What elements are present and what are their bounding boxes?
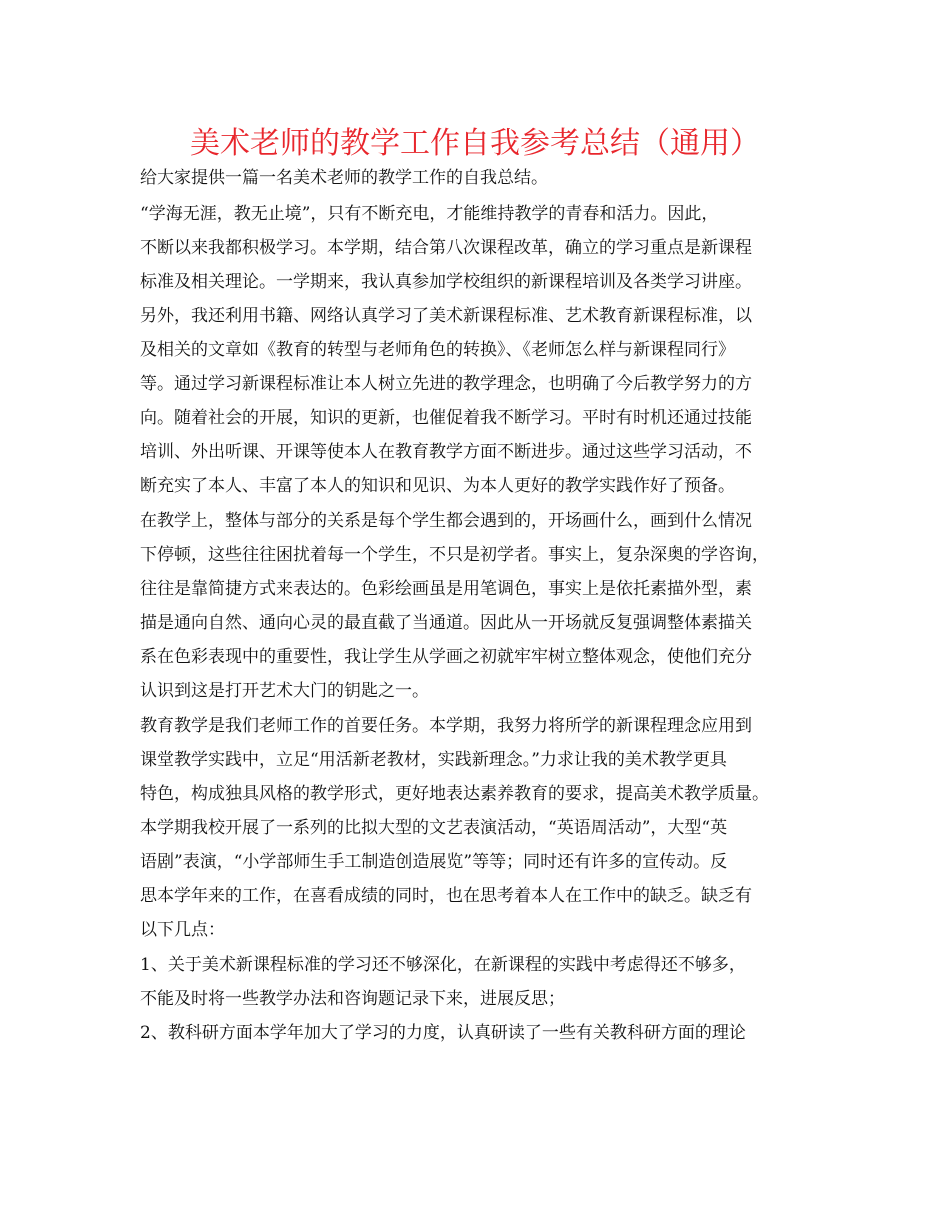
paragraph-line: 本学期我校开展了一系列的比拟大型的文艺表演活动，“英语周活动”，大型“英 — [140, 818, 728, 838]
paragraph-line: 往往是靠简捷方式来表达的。色彩绘画虽是用笔调色，事实上是依托素描外型，素 — [140, 579, 752, 599]
paragraph-line: 不能及时将一些教学办法和咨询题记录下来，进展反思； — [140, 989, 565, 1009]
paragraph-line: 语剧”表演，“小学部师生手工制造创造展览”等等；同时还有许多的宣传动。反 — [140, 852, 728, 872]
paragraph-line: 另外，我还利用书籍、网络认真学习了美术新课程标准、艺术教育新课程标准，以 — [140, 306, 752, 326]
paragraph-line: 培训、外出听课、开课等使本人在教育教学方面不断进步。通过这些学习活动，不 — [140, 442, 752, 462]
paragraph-line: 思本学年来的工作，在喜看成绩的同时，也在思考着本人在工作中的缺乏。缺乏有 — [140, 886, 752, 906]
paragraph-line: 系在色彩表现中的重要性，我让学生从学画之初就牢牢树立整体观念，使他们充分 — [140, 647, 752, 667]
paragraph-line: 向。随着社会的开展，知识的更新，也催促着我不断学习。平时有时机还通过技能 — [140, 408, 752, 428]
paragraph-line: “学海无涯，教无止境”，只有不断充电，才能维持教学的青春和活力。因此， — [140, 204, 719, 224]
paragraph-line: 认识到这是打开艺术大门的钥匙之一。 — [140, 681, 429, 701]
paragraph-line: 下停顿，这些往往困扰着每一个学生，不只是初学者。事实上，复杂深奥的学咨询， — [140, 545, 769, 565]
paragraph-line: 1、关于美术新课程标准的学习还不够深化，在新课程的实践中考虑得还不够多， — [140, 955, 746, 975]
paragraph-line: 给大家提供一篇一名美术老师的教学工作的自我总结。 — [140, 168, 548, 188]
paragraph-line: 教育教学是我们老师工作的首要任务。本学期，我努力将所学的新课程理念应用到 — [140, 716, 752, 736]
paragraph-line: 课堂教学实践中，立足“用活新老教材，实践新理念。”力求让我的美术教学更具 — [140, 750, 727, 770]
paragraph-line: 以下几点： — [140, 920, 225, 940]
document-title: 美术老师的教学工作自我参考总结（通用） — [190, 126, 760, 161]
paragraph-line: 在教学上，整体与部分的关系是每个学生都会遇到的，开场画什么，画到什么情况 — [140, 511, 752, 531]
paragraph-line: 标准及相关理论。一学期来，我认真参加学校组织的新课程培训及各类学习讲座。 — [140, 272, 752, 292]
paragraph-line: 及相关的文章如《教育的转型与老师角色的转换》、《老师怎么样与新课程同行》 — [140, 340, 735, 360]
paragraph-line: 断充实了本人、丰富了本人的知识和见识、为本人更好的教学实践作好了预备。 — [140, 476, 735, 496]
paragraph-line: 2、教科研方面本学年加大了学习的力度，认真研读了一些有关教科研方面的理论 — [140, 1023, 746, 1043]
paragraph-line: 描是通向自然、通向心灵的最直截了当通道。因此从一开场就反复强调整体素描关 — [140, 613, 752, 633]
paragraph-line: 不断以来我都积极学习。本学期，结合第八次课程改革，确立的学习重点是新课程 — [140, 238, 752, 258]
paragraph-line: 等。通过学习新课程标准让本人树立先进的教学理念，也明确了今后教学努力的方 — [140, 374, 752, 394]
paragraph-line: 特色，构成独具风格的教学形式，更好地表达素养教育的要求，提高美术教学质量。 — [140, 784, 769, 804]
